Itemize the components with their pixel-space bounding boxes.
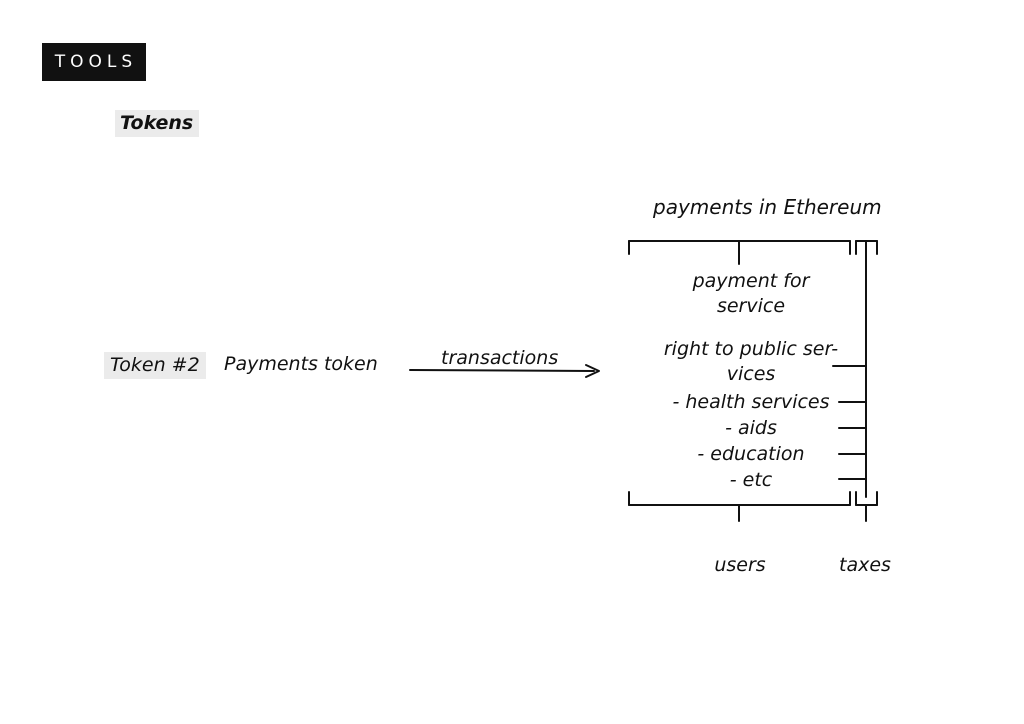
item-aids: - aids [725, 417, 777, 439]
item-etc: - etc [729, 469, 773, 491]
top-bracket-users [629, 241, 850, 264]
item-education: - education [697, 443, 805, 465]
top-caption-payments-ethereum: payments in Ethereum [653, 195, 882, 219]
tools-title-text: TOOLS [54, 52, 138, 72]
item-line-1: payment for [692, 270, 810, 292]
item-right-to-public-services [630, 337, 872, 387]
bottom-label-users: users [714, 554, 766, 576]
bottom-bracket-taxes [856, 492, 877, 521]
item-line-1: right to public ser- [663, 338, 839, 360]
bottom-bracket-users [629, 492, 850, 521]
token-id-chip: Token #2 [104, 352, 206, 379]
bottom-label-taxes: taxes [839, 554, 891, 576]
item-health-services: - health services [672, 391, 830, 413]
item-payment-for-service [630, 269, 872, 319]
token-name-label: Payments token [224, 353, 378, 375]
item-line-2: vices [726, 363, 776, 386]
section-heading-tokens: Tokens [115, 110, 199, 137]
item-line-2: service [716, 295, 786, 318]
arrow-label-transactions: transactions [441, 347, 559, 369]
tools-title-chip [42, 43, 146, 81]
